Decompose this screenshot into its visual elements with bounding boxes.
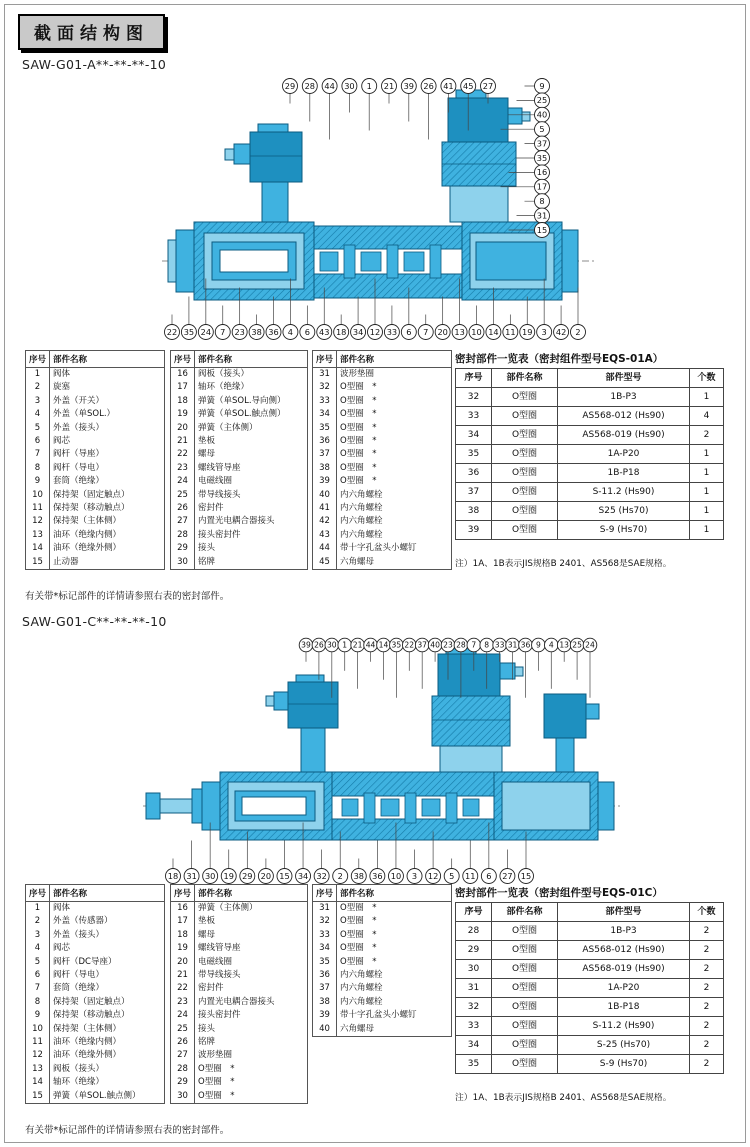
callout-number: 8 bbox=[539, 195, 545, 206]
col-header-no: 序号 bbox=[313, 885, 337, 902]
ref-note-c: 有关带*标记部件的详情请参照右表的密封部件。 bbox=[25, 1125, 230, 1136]
callout-number: 7 bbox=[423, 326, 429, 337]
right-connector-neck bbox=[556, 738, 574, 772]
callout-number: 30 bbox=[344, 80, 355, 91]
callout-number: 11 bbox=[505, 326, 516, 337]
table-row: 17 垫板 bbox=[171, 915, 308, 928]
callout-number: 34 bbox=[297, 870, 309, 881]
table-row: 5 外盖（接头） bbox=[26, 422, 165, 435]
table-row: 17 轴环（绝缘） bbox=[171, 381, 308, 394]
parts-rows-c1 bbox=[26, 902, 165, 1104]
tower-cable-tip bbox=[522, 112, 530, 121]
table-row: 2 外盖（传感器） bbox=[26, 915, 165, 928]
table-row: 21 带导线接头 bbox=[171, 969, 308, 982]
table-row: 39 O型圈 S-9 (Hs70) 1 bbox=[456, 521, 724, 540]
tower-base bbox=[450, 186, 508, 222]
callout-number: 22 bbox=[166, 326, 178, 337]
tower-sensor-body bbox=[432, 696, 510, 746]
left-connector-neck bbox=[262, 182, 288, 222]
parts-rows-a2 bbox=[171, 368, 308, 570]
table-row: 22 螺母 bbox=[171, 448, 308, 461]
seal-note-a: 注）1A、1B表示JIS规格B 2401、AS568是SAE规格。 bbox=[455, 559, 672, 569]
table-row: 26 密封件 bbox=[171, 502, 308, 515]
col-header-name: 部件名称 bbox=[195, 885, 308, 902]
table-row: 40 六角螺母 bbox=[313, 1023, 452, 1037]
callout-number: 6 bbox=[486, 870, 492, 881]
callout-number: 2 bbox=[575, 326, 581, 337]
callout-number: 36 bbox=[520, 640, 531, 650]
table-row: 43 内六角螺栓 bbox=[313, 529, 452, 542]
table-row: 1 阀体 bbox=[26, 902, 165, 916]
seal-col-qty: 个数 bbox=[690, 369, 724, 388]
table-row: 34 O型圈 * bbox=[313, 408, 452, 421]
table-row: 33 O型圈 * bbox=[313, 395, 452, 408]
callout-number: 34 bbox=[352, 326, 364, 337]
callout-number: 16 bbox=[536, 167, 548, 178]
parts-table-c2 bbox=[170, 884, 308, 1104]
table-row: 31 O型圈 * bbox=[313, 902, 452, 916]
callout-number: 25 bbox=[536, 95, 548, 106]
seal-rows-a bbox=[456, 388, 724, 540]
table-row: 20 电磁线圈 bbox=[171, 956, 308, 969]
callout-number: 21 bbox=[383, 80, 395, 91]
table-row: 25 接头 bbox=[171, 1023, 308, 1036]
table-row: 35 O型圈 S-9 (Hs70) 2 bbox=[456, 1055, 724, 1074]
table-row: 1 阀体 bbox=[26, 368, 165, 382]
table-row: 10 保持架（主体侧） bbox=[26, 1023, 165, 1036]
valve-drawing-c bbox=[143, 647, 620, 840]
table-row: 40 内六角螺栓 bbox=[313, 489, 452, 502]
callout-number: 1 bbox=[366, 80, 372, 91]
tower-connector-box bbox=[448, 98, 508, 142]
col-header-name: 部件名称 bbox=[337, 351, 452, 368]
callout-number: 6 bbox=[304, 326, 310, 337]
callout-number: 31 bbox=[507, 640, 518, 650]
callout-number: 28 bbox=[456, 640, 466, 650]
left-armature bbox=[242, 797, 306, 815]
col-header-name: 部件名称 bbox=[50, 351, 165, 368]
table-row: 12 油环（绝缘外侧） bbox=[26, 1049, 165, 1062]
left-end-cap bbox=[202, 782, 220, 830]
callout-number: 13 bbox=[454, 326, 465, 337]
table-row: 33 O型圈 * bbox=[313, 929, 452, 942]
table-row: 37 O型圈 S-11.2 (Hs90) 1 bbox=[456, 483, 724, 502]
left-cable-tip bbox=[266, 696, 274, 706]
table-row: 28 O型圈 * bbox=[171, 1063, 308, 1076]
model-label-a: SAW-G01-A**-**-**-10 bbox=[22, 57, 167, 72]
table-row: 3 外盖（接头） bbox=[26, 929, 165, 942]
table-row: 4 阀芯 bbox=[26, 942, 165, 955]
table-row: 42 内六角螺栓 bbox=[313, 515, 452, 528]
callout-number: 8 bbox=[484, 640, 490, 650]
tower-cable-gland bbox=[508, 108, 522, 124]
callout-number: 18 bbox=[335, 326, 347, 337]
table-row: 19 弹簧（单SOL.触点侧） bbox=[171, 408, 308, 421]
right-end-cap bbox=[598, 782, 614, 830]
page-title bbox=[18, 14, 165, 50]
callout-number: 40 bbox=[430, 640, 440, 650]
table-row: 37 内六角螺栓 bbox=[313, 982, 452, 995]
callout-number: 9 bbox=[539, 80, 545, 91]
seal-table-a bbox=[455, 368, 724, 540]
callout-number: 3 bbox=[541, 326, 547, 337]
table-row: 2 旋塞 bbox=[26, 381, 165, 394]
callout-number: 35 bbox=[536, 152, 548, 163]
table-row: 35 O型圈 * bbox=[313, 956, 452, 969]
callout-number: 19 bbox=[522, 326, 533, 337]
callout-number: 39 bbox=[403, 80, 415, 91]
callout-number: 12 bbox=[369, 326, 381, 337]
callout-number: 7 bbox=[471, 640, 477, 650]
table-row: 30 铭牌 bbox=[171, 556, 308, 570]
table-row: 11 油环（绝缘内侧） bbox=[26, 1036, 165, 1049]
table-row: 24 接头密封件 bbox=[171, 1009, 308, 1022]
table-row: 37 O型圈 * bbox=[313, 448, 452, 461]
table-row: 41 内六角螺栓 bbox=[313, 502, 452, 515]
sensor-shaft bbox=[160, 799, 192, 813]
seal-col-name: 部件名称 bbox=[492, 369, 558, 388]
table-row: 24 电磁线圈 bbox=[171, 475, 308, 488]
table-row: 33 O型圈 AS568-012 (Hs90) 4 bbox=[456, 407, 724, 426]
parts-table-c1 bbox=[25, 884, 165, 1104]
callout-number: 4 bbox=[287, 326, 294, 337]
table-row: 19 螺线管导座 bbox=[171, 942, 308, 955]
callout-number: 27 bbox=[502, 870, 513, 881]
callout-number: 15 bbox=[279, 870, 290, 881]
callout-number: 13 bbox=[559, 640, 570, 650]
diagram-c bbox=[138, 630, 726, 896]
seal-col-name: 部件名称 bbox=[492, 903, 558, 922]
seal-col-qty: 个数 bbox=[690, 903, 724, 922]
callout-number: 6 bbox=[406, 326, 412, 337]
callout-number: 38 bbox=[353, 870, 365, 881]
callout-number: 15 bbox=[536, 224, 548, 235]
table-row: 35 O型圈 1A-P20 1 bbox=[456, 445, 724, 464]
callout-number: 31 bbox=[536, 210, 548, 221]
table-row: 30 O型圈 AS568-019 (Hs90) 2 bbox=[456, 960, 724, 979]
callout-number: 30 bbox=[204, 870, 216, 881]
callout-number: 23 bbox=[234, 326, 245, 337]
right-end-cap bbox=[562, 230, 578, 292]
tower-cable-tip bbox=[515, 667, 523, 676]
callout-number: 33 bbox=[386, 326, 398, 337]
table-row: 32 O型圈 1B-P18 2 bbox=[456, 998, 724, 1017]
callout-number: 26 bbox=[314, 640, 324, 650]
col-header-no: 序号 bbox=[26, 351, 50, 368]
seal-col-no: 序号 bbox=[456, 369, 492, 388]
left-cable-gland bbox=[234, 144, 250, 164]
callout-number: 38 bbox=[251, 326, 262, 337]
table-row: 31 波形垫圈 bbox=[313, 368, 452, 382]
table-row: 34 O型圈 S-25 (Hs70) 2 bbox=[456, 1036, 724, 1055]
parts-table-c3 bbox=[312, 884, 452, 1037]
callout-number: 42 bbox=[555, 326, 567, 337]
callout-number: 29 bbox=[242, 870, 253, 881]
seal-table-title-a: 密封部件一览表（密封组件型号EQS-01A） bbox=[455, 353, 664, 365]
table-row: 11 保持架（移动触点） bbox=[26, 502, 165, 515]
callout-number: 28 bbox=[304, 80, 316, 91]
col-header-name: 部件名称 bbox=[50, 885, 165, 902]
callout-number: 45 bbox=[462, 80, 474, 91]
table-row: 9 套筒（绝缘） bbox=[26, 475, 165, 488]
parts-rows-a3 bbox=[313, 368, 452, 570]
table-row: 44 带十字孔盆头小螺钉 bbox=[313, 542, 452, 555]
table-row: 23 内置光电耦合器接头 bbox=[171, 996, 308, 1009]
callout-number: 19 bbox=[223, 870, 234, 881]
table-row: 14 油环（绝缘外侧） bbox=[26, 542, 165, 555]
table-row: 6 阀杆（导电） bbox=[26, 969, 165, 982]
col-header-name: 部件名称 bbox=[195, 351, 308, 368]
left-connector-box bbox=[250, 132, 302, 182]
callout-number: 12 bbox=[427, 870, 439, 881]
table-row: 16 阀板（接头） bbox=[171, 368, 308, 382]
table-row: 6 阀芯 bbox=[26, 435, 165, 448]
left-connector-box bbox=[288, 682, 338, 728]
left-cable-tip bbox=[225, 149, 234, 160]
table-row: 39 O型圈 * bbox=[313, 475, 452, 488]
ref-note-a: 有关带*标记部件的详情请参照右表的密封部件。 bbox=[25, 591, 230, 602]
table-row: 36 O型圈 * bbox=[313, 435, 452, 448]
table-row: 28 O型圈 1B-P3 2 bbox=[456, 922, 724, 941]
col-header-no: 序号 bbox=[171, 351, 195, 368]
table-row: 28 接头密封件 bbox=[171, 529, 308, 542]
callout-number: 29 bbox=[284, 80, 296, 91]
callout-number: 25 bbox=[572, 640, 582, 650]
callout-number: 2 bbox=[337, 870, 343, 881]
table-row: 15 弹簧（单SOL.触点侧） bbox=[26, 1090, 165, 1104]
diagram-a bbox=[150, 70, 715, 352]
left-cable-gland bbox=[274, 692, 288, 710]
callout-number: 5 bbox=[539, 123, 545, 134]
col-header-no: 序号 bbox=[313, 351, 337, 368]
table-row: 20 弹簧（主体侧） bbox=[171, 422, 308, 435]
table-row: 29 O型圈 AS568-012 (Hs90) 2 bbox=[456, 941, 724, 960]
table-row: 38 O型圈 S25 (Hs70) 1 bbox=[456, 502, 724, 521]
table-row: 4 外盖（单SOL.） bbox=[26, 408, 165, 421]
table-row: 34 O型圈 * bbox=[313, 942, 452, 955]
table-row: 16 弹簧（主体侧） bbox=[171, 902, 308, 916]
table-row: 25 带导线接头 bbox=[171, 489, 308, 502]
table-row: 9 保持架（移动触点） bbox=[26, 1009, 165, 1022]
callout-number: 18 bbox=[167, 870, 179, 881]
left-end-cap bbox=[176, 230, 194, 292]
callout-number: 39 bbox=[301, 640, 311, 650]
callout-number: 20 bbox=[437, 326, 448, 337]
table-row: 35 O型圈 * bbox=[313, 422, 452, 435]
table-row: 8 保持架（固定触点） bbox=[26, 996, 165, 1009]
callout-number: 40 bbox=[536, 109, 548, 120]
table-row: 36 内六角螺栓 bbox=[313, 969, 452, 982]
callout-number: 14 bbox=[488, 326, 499, 337]
callout-number: 24 bbox=[585, 640, 595, 650]
callout-number: 44 bbox=[365, 640, 376, 650]
callout-number: 11 bbox=[465, 870, 476, 881]
table-row: 3 外盖（开关） bbox=[26, 395, 165, 408]
callout-number: 36 bbox=[268, 326, 279, 337]
callout-number: 27 bbox=[482, 80, 494, 91]
seal-col-no: 序号 bbox=[456, 903, 492, 922]
callout-number: 23 bbox=[443, 640, 453, 650]
seal-col-model: 部件型号 bbox=[558, 369, 690, 388]
table-row: 32 O型圈 1B-P3 1 bbox=[456, 388, 724, 407]
tower-connector-box bbox=[438, 654, 500, 696]
table-row: 31 O型圈 1A-P20 2 bbox=[456, 979, 724, 998]
callout-number: 5 bbox=[449, 870, 455, 881]
callout-number: 10 bbox=[471, 326, 482, 337]
table-row: 18 螺母 bbox=[171, 929, 308, 942]
table-row: 27 内置光电耦合器接头 bbox=[171, 515, 308, 528]
col-header-no: 序号 bbox=[171, 885, 195, 902]
parts-table-a1 bbox=[25, 350, 165, 570]
table-row: 15 止动器 bbox=[26, 556, 165, 570]
callout-number: 31 bbox=[186, 870, 197, 881]
callout-number: 10 bbox=[390, 870, 402, 881]
table-row: 13 阀板（接头） bbox=[26, 1063, 165, 1076]
table-row: 23 螺线管导座 bbox=[171, 462, 308, 475]
parts-rows-c3 bbox=[313, 902, 452, 1037]
callout-number: 1 bbox=[342, 640, 348, 650]
callout-number: 30 bbox=[326, 640, 337, 650]
table-row: 14 轴环（绝缘） bbox=[26, 1076, 165, 1089]
col-header-name: 部件名称 bbox=[337, 885, 452, 902]
callout-number: 26 bbox=[423, 80, 434, 91]
table-row: 21 垫板 bbox=[171, 435, 308, 448]
table-row: 34 O型圈 AS568-019 (Hs90) 2 bbox=[456, 426, 724, 445]
callout-number: 32 bbox=[316, 870, 327, 881]
callout-number: 44 bbox=[324, 80, 335, 91]
left-armature bbox=[220, 250, 288, 272]
table-row: 39 带十字孔盆头小螺钉 bbox=[313, 1009, 452, 1022]
table-row: 29 O型圈 * bbox=[171, 1076, 308, 1089]
left-connector-bolt bbox=[258, 124, 288, 132]
table-row: 27 波形垫圈 bbox=[171, 1049, 308, 1062]
table-row: 26 铭牌 bbox=[171, 1036, 308, 1049]
table-row: 10 保持架（固定触点） bbox=[26, 489, 165, 502]
table-row: 33 O型圈 S-11.2 (Hs90) 2 bbox=[456, 1017, 724, 1036]
table-row: 45 六角螺母 bbox=[313, 556, 452, 570]
left-connector-neck bbox=[301, 728, 325, 772]
right-connector-box bbox=[544, 694, 586, 738]
parts-rows-c2 bbox=[171, 902, 308, 1104]
tower-base bbox=[440, 746, 502, 772]
callout-number: 43 bbox=[319, 326, 330, 337]
right-cable-gland bbox=[586, 704, 599, 719]
table-row: 29 接头 bbox=[171, 542, 308, 555]
table-row: 5 阀杆（DC导座） bbox=[26, 956, 165, 969]
parts-rows-a1 bbox=[26, 368, 165, 570]
table-row: 7 阀杆（导座） bbox=[26, 448, 165, 461]
model-label-c: SAW-G01-C**-**-**-10 bbox=[22, 614, 167, 629]
valve-drawing-a bbox=[162, 90, 595, 300]
col-header-no: 序号 bbox=[26, 885, 50, 902]
left-connector-bolt bbox=[296, 675, 324, 682]
callout-number: 7 bbox=[220, 326, 226, 337]
seal-note-c: 注）1A、1B表示JIS规格B 2401、AS568是SAE规格。 bbox=[455, 1093, 672, 1103]
seal-table-c bbox=[455, 902, 724, 1074]
seal-col-model: 部件型号 bbox=[558, 903, 690, 922]
callout-number: 20 bbox=[260, 870, 272, 881]
callout-number: 37 bbox=[536, 138, 548, 149]
callout-number: 15 bbox=[520, 870, 532, 881]
table-row: 22 密封件 bbox=[171, 982, 308, 995]
parts-table-a2 bbox=[170, 350, 308, 570]
parts-table-a3 bbox=[312, 350, 452, 570]
table-row: 36 O型圈 1B-P18 1 bbox=[456, 464, 724, 483]
table-row: 8 阀杆（导电） bbox=[26, 462, 165, 475]
callout-number: 33 bbox=[494, 640, 505, 650]
right-solenoid-coil bbox=[502, 782, 590, 830]
callout-number: 9 bbox=[535, 640, 541, 650]
table-row: 32 O型圈 * bbox=[313, 915, 452, 928]
page-title-text: 截面结构图 bbox=[34, 24, 149, 44]
callout-number: 24 bbox=[200, 326, 212, 337]
table-row: 12 保持架（主体侧） bbox=[26, 515, 165, 528]
callout-number: 41 bbox=[443, 80, 454, 91]
callout-number: 22 bbox=[404, 640, 415, 650]
table-row: 13 油环（绝缘内侧） bbox=[26, 529, 165, 542]
callout-number: 35 bbox=[391, 640, 402, 650]
callout-number: 21 bbox=[352, 640, 363, 650]
callout-number: 37 bbox=[417, 640, 428, 650]
callout-number: 14 bbox=[378, 640, 389, 650]
callout-number: 36 bbox=[372, 870, 383, 881]
table-row: 7 套筒（绝缘） bbox=[26, 982, 165, 995]
callout-number: 4 bbox=[548, 640, 554, 650]
table-row: 30 O型圈 * bbox=[171, 1090, 308, 1104]
table-row: 18 弹簧（单SOL.导向侧） bbox=[171, 395, 308, 408]
callout-number: 35 bbox=[183, 326, 195, 337]
shaft-nut bbox=[146, 793, 160, 819]
shaft-washer bbox=[192, 789, 202, 823]
table-row: 38 O型圈 * bbox=[313, 462, 452, 475]
callout-number: 17 bbox=[536, 181, 548, 192]
seal-rows-c bbox=[456, 922, 724, 1074]
callout-number: 3 bbox=[411, 870, 418, 881]
seal-table-title-c: 密封部件一览表（密封组件型号EQS-01C） bbox=[455, 887, 663, 899]
table-row: 38 内六角螺栓 bbox=[313, 996, 452, 1009]
table-row: 32 O型圈 * bbox=[313, 381, 452, 394]
right-solenoid-core bbox=[476, 242, 546, 280]
